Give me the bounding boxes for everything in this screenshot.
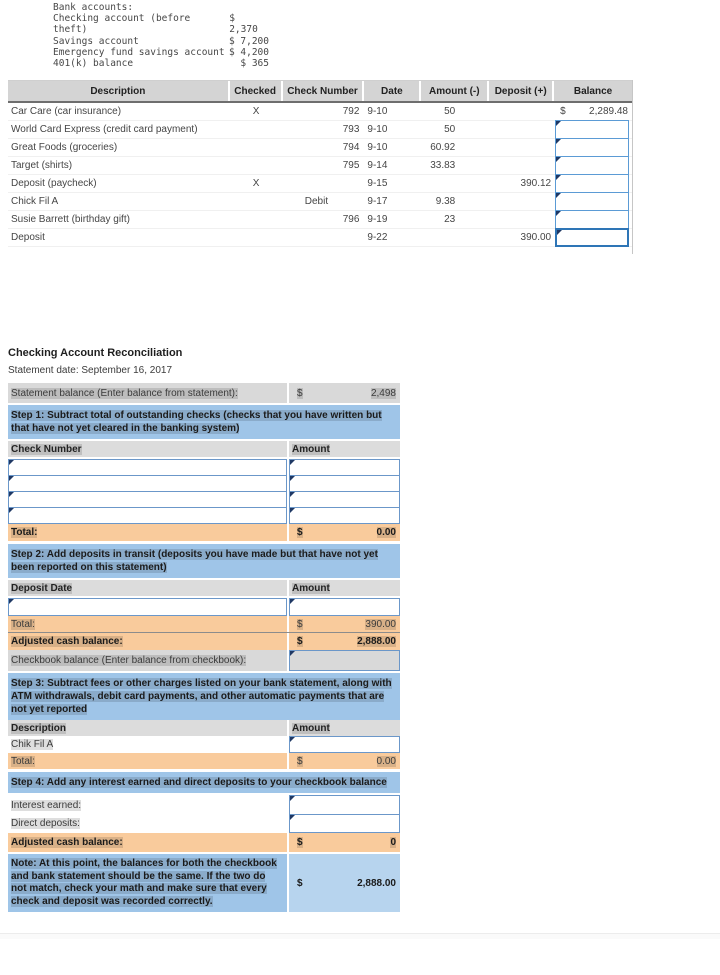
- account-value: $ 2,370: [229, 13, 258, 36]
- col-amount: Amount: [287, 580, 400, 596]
- register-description: Deposit (paycheck): [11, 178, 97, 189]
- currency-sign: $: [297, 618, 303, 630]
- deposit-date-input[interactable]: [8, 598, 287, 616]
- col-deposit: Deposit (+): [489, 81, 554, 101]
- comment-flag-icon: [290, 460, 295, 465]
- currency-sign: $: [297, 877, 303, 889]
- register-balance: [554, 121, 632, 138]
- deposit-amount-input[interactable]: [289, 598, 400, 616]
- register-check-number: 793: [342, 124, 360, 135]
- comment-flag-icon: [556, 211, 561, 216]
- comment-flag-icon: [556, 139, 561, 144]
- register-date: 9-17: [367, 196, 388, 207]
- currency-sign: $: [297, 636, 303, 647]
- account-label: Checking account (before theft): [53, 13, 191, 36]
- register-deposit: 390.00: [520, 232, 552, 243]
- currency-sign: $: [560, 106, 566, 117]
- adjusted-balance-label: Adjusted cash balance:: [11, 636, 123, 647]
- step2-total-row: [8, 616, 400, 632]
- register-row: [8, 157, 632, 175]
- comment-flag-icon: [290, 599, 295, 604]
- comment-flag-icon: [290, 796, 295, 801]
- statement-balance-row: [8, 383, 400, 403]
- check-amount-input[interactable]: [289, 491, 400, 508]
- check-number-input[interactable]: [8, 507, 287, 524]
- account-label: 401(k) balance: [53, 58, 134, 70]
- balance-input-cell[interactable]: [555, 138, 629, 157]
- comment-flag-icon: [557, 230, 562, 235]
- register-description: Chick Fil A: [11, 196, 59, 207]
- balance-input-cell[interactable]: [555, 156, 629, 175]
- balance-input-cell[interactable]: [555, 174, 629, 193]
- balance-input-cell[interactable]: [555, 120, 629, 139]
- register-description: Car Care (car insurance): [11, 106, 122, 117]
- register-date: 9-10: [367, 124, 388, 135]
- check-number-input[interactable]: [8, 491, 287, 508]
- direct-deposits-input[interactable]: [289, 814, 400, 833]
- register-check-number: Debit: [304, 196, 329, 207]
- step1-total-cell: [287, 524, 400, 541]
- balance-input-cell[interactable]: [555, 192, 629, 211]
- account-label: Emergency fund savings account: [53, 46, 225, 58]
- comment-flag-icon: [556, 175, 561, 180]
- register-amount: 23: [444, 214, 456, 225]
- register-row: [8, 193, 632, 211]
- register-deposit: 390.12: [520, 178, 552, 189]
- register-date: 9-10: [367, 142, 388, 153]
- total-label: Total:: [11, 527, 38, 538]
- step4-header: Step 4: Add any interest earned and direct deposits to your checkbook balance: [8, 772, 400, 793]
- step3-column-header: [8, 720, 400, 736]
- note-row: [8, 854, 400, 912]
- register-description: Susie Barrett (birthday gift): [11, 214, 130, 225]
- comment-flag-icon: [9, 460, 14, 465]
- interest-earned-label: Interest earned:: [11, 799, 82, 811]
- register-date: 9-15: [367, 178, 388, 189]
- checkbook-balance-label: Checkbook balance (Enter balance from checkbook):: [8, 650, 287, 671]
- statement-balance-value: 2,498: [370, 387, 396, 399]
- comment-flag-icon: [9, 599, 14, 604]
- comment-flag-icon: [290, 737, 295, 742]
- register-check-number: 796: [342, 214, 360, 225]
- total-label: Total:: [11, 755, 35, 767]
- fee-amount-input[interactable]: [289, 736, 400, 753]
- register-amount: 50: [444, 106, 456, 117]
- check-number-input[interactable]: [8, 459, 287, 476]
- currency-sign: $: [297, 755, 303, 767]
- account-label: Savings account: [53, 35, 139, 47]
- bank-accounts-summary: [53, 2, 269, 69]
- statement-date: Statement date: September 16, 2017: [8, 365, 172, 376]
- register-row: [8, 211, 632, 229]
- register-date: 9-22: [367, 232, 388, 243]
- register-header-row: [8, 80, 632, 103]
- worksheet-title: Checking Account Reconciliation: [8, 347, 183, 359]
- comment-flag-icon: [290, 815, 295, 820]
- account-value: $ 365: [240, 58, 269, 70]
- bank-account-line: [53, 58, 269, 69]
- currency-sign: $: [297, 837, 303, 848]
- checkbook-balance-input[interactable]: [289, 650, 400, 671]
- interest-earned-input[interactable]: [289, 795, 400, 815]
- register-amount: 50: [444, 124, 456, 135]
- page-divider: [0, 933, 720, 939]
- account-value: $ 7,200: [228, 35, 269, 47]
- check-number-input[interactable]: [8, 475, 287, 492]
- balance-value: 2,289.48: [589, 106, 628, 117]
- bank-accounts-title: Bank accounts:: [53, 2, 134, 13]
- comment-flag-icon: [556, 157, 561, 162]
- comment-flag-icon: [556, 193, 561, 198]
- register-check-number: 795: [342, 160, 360, 171]
- check-amount-input[interactable]: [289, 459, 400, 476]
- adjusted-cash-balance-row: [8, 632, 400, 650]
- col-checked: Checked: [230, 81, 283, 101]
- step2-column-header: [8, 580, 400, 596]
- statement-balance-label: Statement balance (Enter balance from statement):: [11, 387, 238, 399]
- comment-flag-icon: [290, 476, 295, 481]
- currency-sign: $: [297, 527, 303, 538]
- step3-total-cell: [287, 753, 400, 769]
- col-balance: Balance: [554, 81, 632, 101]
- col-check-number: Check Number: [11, 443, 82, 455]
- adjusted-balance-cell: [287, 633, 400, 650]
- register-description: Target (shirts): [11, 160, 73, 171]
- comment-flag-icon: [290, 508, 295, 513]
- outstanding-check-row: [8, 507, 400, 524]
- col-amount: Amount: [287, 441, 400, 457]
- register-balance: [554, 211, 632, 228]
- direct-deposits-row: [8, 814, 400, 833]
- col-description: Description: [8, 81, 230, 101]
- adjusted-balance-value: 2,888.00: [357, 636, 396, 647]
- step4-adjusted-cell: [287, 833, 400, 852]
- register-balance: [554, 175, 632, 192]
- col-check-number: Check Number: [283, 81, 365, 101]
- step3-total-row: [8, 753, 400, 769]
- outstanding-check-row: [8, 491, 400, 508]
- outstanding-check-row: [8, 459, 400, 476]
- register-description: Deposit: [11, 232, 45, 243]
- currency-sign: $: [297, 387, 303, 399]
- register-date: 9-10: [367, 106, 388, 117]
- reconciliation-worksheet: [8, 347, 400, 912]
- register-amount: 9.38: [435, 196, 456, 207]
- register-description: Great Foods (groceries): [11, 142, 118, 153]
- step4-adjusted-row: [8, 833, 400, 852]
- bank-account-line: [53, 47, 269, 58]
- bank-account-line: [53, 36, 269, 47]
- register-balance: [554, 103, 632, 120]
- register-row: [8, 139, 632, 157]
- col-description: Description: [11, 722, 67, 734]
- step1-total-row: [8, 524, 400, 541]
- adjusted-balance-label: Adjusted cash balance:: [11, 837, 123, 848]
- register-check-number: 792: [342, 106, 360, 117]
- register-amount: 33.83: [430, 160, 456, 171]
- register-date: 9-19: [367, 214, 388, 225]
- step2-total-cell: [287, 616, 400, 632]
- checkbook-balance-row: [8, 650, 400, 671]
- register-balance: [554, 139, 632, 156]
- col-date: Date: [364, 81, 421, 101]
- deposit-in-transit-row: [8, 598, 400, 616]
- step2-header: Step 2: Add deposits in transit (deposits you have made but that have not yet been reported on this statement): [8, 544, 400, 578]
- balance-input-cell[interactable]: [555, 228, 629, 247]
- note-balance-value: 2,888.00: [357, 877, 396, 889]
- register-check-number: 794: [342, 142, 360, 153]
- comment-flag-icon: [290, 651, 295, 656]
- step1-column-header: [8, 441, 400, 457]
- outstanding-check-row: [8, 475, 400, 492]
- interest-earned-row: [8, 795, 400, 815]
- check-register-table: [8, 80, 633, 254]
- check-amount-input[interactable]: [289, 507, 400, 524]
- comment-flag-icon: [290, 492, 295, 497]
- register-date: 9-14: [367, 160, 388, 171]
- step4-adjusted-value: 0: [390, 837, 396, 848]
- register-row: [8, 175, 632, 193]
- register-amount: 60.92: [430, 142, 456, 153]
- step3-header: Step 3: Subtract fees or other charges listed on your bank statement, along with ATM withdrawals, debit card payments, and other automatic payments that are not yet reported: [8, 673, 400, 720]
- direct-deposits-label: Direct deposits:: [11, 818, 80, 829]
- note-balance-cell: [287, 854, 400, 912]
- register-balance: [554, 157, 632, 174]
- col-amount: Amount (-): [421, 81, 489, 101]
- col-amount: Amount: [287, 720, 400, 736]
- balance-input-cell[interactable]: [555, 210, 629, 229]
- step3-total-value: 0.00: [376, 755, 396, 767]
- col-deposit-date: Deposit Date: [11, 582, 73, 594]
- fee-row: [8, 736, 400, 753]
- step1-total-value: 0.00: [376, 527, 396, 538]
- step2-total-value: 390.00: [365, 618, 396, 630]
- comment-flag-icon: [9, 492, 14, 497]
- register-balance: [554, 193, 632, 210]
- bank-account-line: [53, 13, 269, 35]
- check-amount-input[interactable]: [289, 475, 400, 492]
- register-row: [8, 103, 632, 121]
- comment-flag-icon: [9, 476, 14, 481]
- account-value: $ 4,200: [228, 46, 269, 58]
- register-description: World Card Express (credit card payment): [11, 124, 198, 135]
- comment-flag-icon: [556, 121, 561, 126]
- step1-header: Step 1: Subtract total of outstanding checks (checks that you have written but that have not yet cleared in the banking system): [8, 405, 400, 439]
- register-balance: [554, 229, 632, 246]
- comment-flag-icon: [9, 508, 14, 513]
- statement-balance-cell[interactable]: [287, 383, 400, 403]
- register-checked: X: [252, 106, 260, 117]
- total-label: Total:: [11, 618, 35, 630]
- register-checked: X: [252, 178, 260, 189]
- note-text: Note: At this point, the balances for both the checkbook and bank statement should be the same. If the two do not match, check your math and make sure that every check and deposit was recorded correctly.: [8, 854, 287, 912]
- register-row: [8, 121, 632, 139]
- fee-description: Chik Fil A: [11, 739, 54, 750]
- register-row: [8, 229, 632, 247]
